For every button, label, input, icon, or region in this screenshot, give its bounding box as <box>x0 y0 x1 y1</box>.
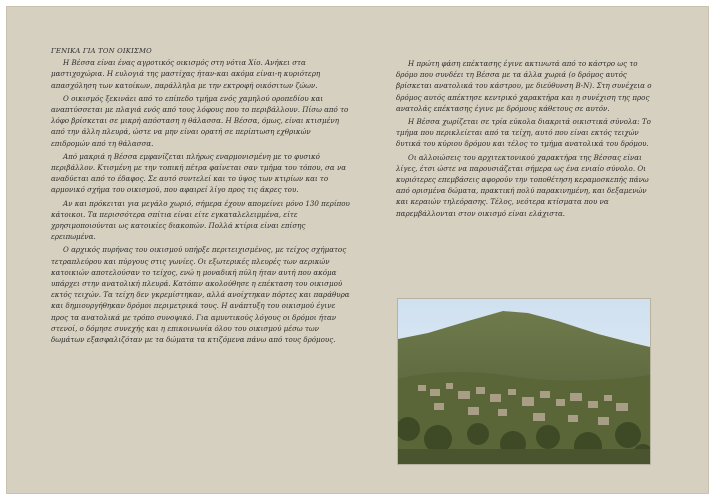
paragraph: Οι αλλοιώσεις του αρχιτεκτονικού χαρακτήρα της Βέσσας είναι λίγες, έτσι ώστε να παρουσιάζεται σήμερα ως ένα ενιαίο σύνολο. Οι κυριότερες επεμβάσεις αφορούν την τοποθέτηση κεραμοσκεπής πάνω από ορισμένα δώματα, πρακτική πολύ παρακινημένη, και δεξαμενών και κεραιών τηλεόρασης. Τέλος, νεότερα κτίσματα που να παρεμβάλλονται στον οικισμό είναι ελάχιστα. <box>396 152 649 218</box>
paragraph: Η Βέσσα χωρίζεται σε τρία εύκολα διακριτά οικιστικά σύνολα: Το τμήμα που περικλείεται από τα τείχη, αυτό που είναι εκτός τειχών δυτικά του κύριου δρόμου και τέλος το τμήμα ανατολικά του δρόμου. <box>396 117 651 149</box>
paragraph: Από μακριά η Βέσσα εμφανίζεται πλήρως εναρμονισμένη με το φυσικό περιβάλλον. Κτισμένη με την τοπική πέτρα φαίνεται σαν τμήμα του τόπου, σα να αναδύεται από το έδαφος. Σε αυτό συντελεί και το ύψος των κτιρίων και το αρμονικό σχήμα του οικισμού, που αφαιρεί λίγο προς τις άκρες του. <box>51 151 347 195</box>
paragraph: Ο αρχικός πυρήνας του οικισμού υπήρξε περιτειχισμένος, με τείχος σχήματος τετραπλεύρου και πύργους στις γωνίες. Οι εξωτερικές πλευρές των αερικών κατοικιών αποτελούσαν το τείχος, ενώ η μοναδική πύλη ήταν αυτή που ακόμα υπάρχει στην ανατολική πλευρά. Κατόπιν ακολούθησε η επέκταση του οικισμού εκτός τειχών. Τα τείχη δεν γκρεμίστηκαν, αλλά ανοίχτηκαν πόρτες και παράθυρα και δημιουργήθηκαν δρόμοι περιμετρικά τους. Η ανάπτυξη του οικισμού έγινε προς τα ανατολικά με τρόπο συνοψικό. Για αμυντικούς λόγους οι δρόμοι ήταν στενοί, ο δόμησε συνεχής και η επικοινωνία όλου του οικισμού μέσω των δωμάτων εξασφαλιζόταν με τα δώματα τα κτιζόμενα πάνω από τους δρόμους. <box>51 245 350 345</box>
paragraph: Η Βέσσα είναι ένας αγροτικός οικισμός στη νότια Χίο. Ανήκει στα μαστιχοχώρια. Η ευλογιά της μαστίχας ήταν-και ακόμα είναι-η κυριότερη απασχόληση των κατοίκων, παράλληλα με την εκτροφή οικόσιτων ζώων. <box>51 58 321 90</box>
paragraph: Η πρώτη φάση επέκτασης έγινε ακτινωτά από το κάστρο ως το δρόμο που συνδέει τη Βέσσα με τα άλλα χωριά (ο δρόμος αυτός βρίσκεται ανατολικά του κάστρου, με διεύθυνση Β-Ν). Στη συνέχεια ο δρόμος αυτός απέκτησε κεντρικό χαρακτήρα και η συνέχιση της προς ανατολάς επέκτασης έγινε με δρόμους κάθετους σε αυτόν. <box>396 59 652 113</box>
landscape-photo-icon <box>398 299 650 464</box>
left-column <box>51 46 351 347</box>
section-heading: ΓΕΝΙΚΑ ΓΙΑ ΤΟΝ ΟΙΚΙΣΜΟ <box>51 47 152 55</box>
village-photo <box>397 298 651 465</box>
paragraph: Ο οικισμός ξεκινάει από το επίπεδο τμήμα ενός χαμηλού οροπεδίου και αναπτύσσεται με πλαγιά ενός από τους λόφους που το περιβάλλουν. Πίσω από το λόφο βρίσκεται σε μικρή απόσταση η θάλασσα. Η Βέσσα, όμως, είναι κτισμένη από την άλλη πλευρά, ώστε να μην είναι ορατή σε περίπτωση εχθρικών επιδρομών από τη θάλασσα. <box>51 93 349 148</box>
right-column <box>396 58 661 221</box>
paragraph: Αν και πρόκειται για μεγάλο χωριό, σήμερα έχουν απομείνει μόνο 130 περίπου κάτοικοι. Τα περισσότερα σπίτια είναι είτε εγκαταλελειμμένα, είτε χρησιμοποιούνται ως κατοικίες διακοπών. Πολλά κτίρια είναι επίσης ερειπωμένα. <box>51 198 350 242</box>
